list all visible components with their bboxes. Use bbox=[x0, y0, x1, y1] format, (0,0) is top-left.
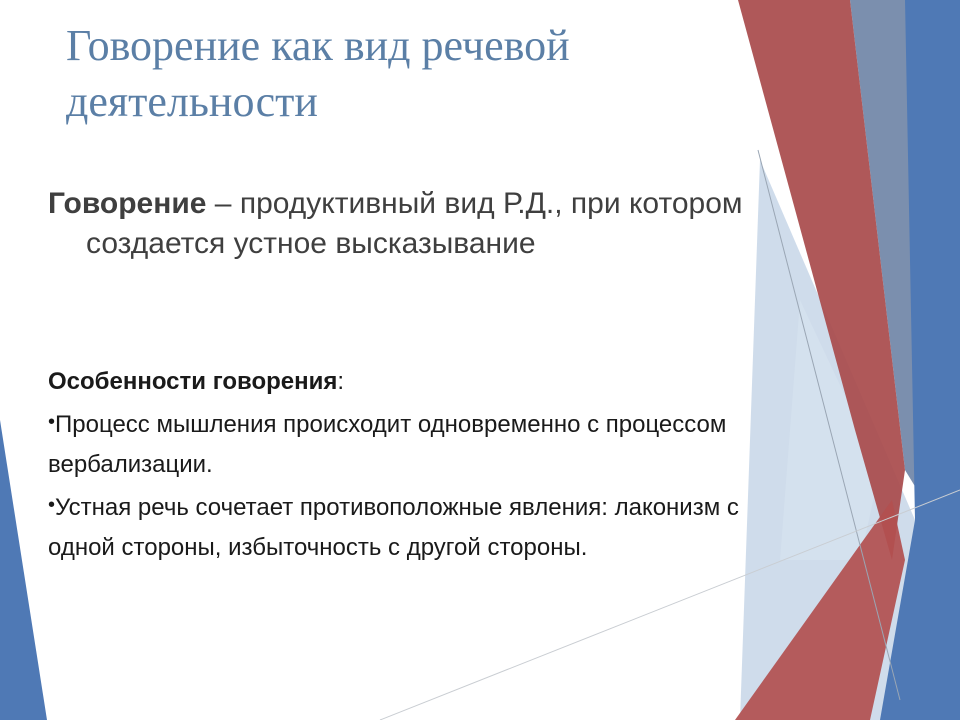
list-item bbox=[48, 485, 748, 568]
bullet-icon: • bbox=[48, 494, 56, 516]
features-list bbox=[48, 402, 748, 568]
definition-term: Говорение bbox=[48, 187, 207, 220]
list-item-text: Процесс мышления происходит одновременно с процессом вербализации. bbox=[48, 411, 727, 478]
definition-text: – продуктивный вид Р.Д., при котором создается устное высказывание bbox=[86, 187, 743, 260]
list-item bbox=[48, 402, 748, 485]
features-heading bbox=[48, 362, 748, 402]
features-heading-text: Особенности говорения bbox=[48, 368, 338, 395]
left-blue-sliver bbox=[0, 420, 47, 720]
definition bbox=[48, 184, 846, 264]
features-block bbox=[48, 362, 748, 568]
list-item-text: Устная речь сочетает противоположные явления: лаконизм с одной стороны, избыточность с другой стороны. bbox=[48, 494, 739, 561]
features-heading-colon: : bbox=[337, 368, 345, 395]
bullet-icon: • bbox=[48, 411, 56, 433]
slide-title: Говорение как вид речевой деятельности bbox=[66, 21, 570, 126]
